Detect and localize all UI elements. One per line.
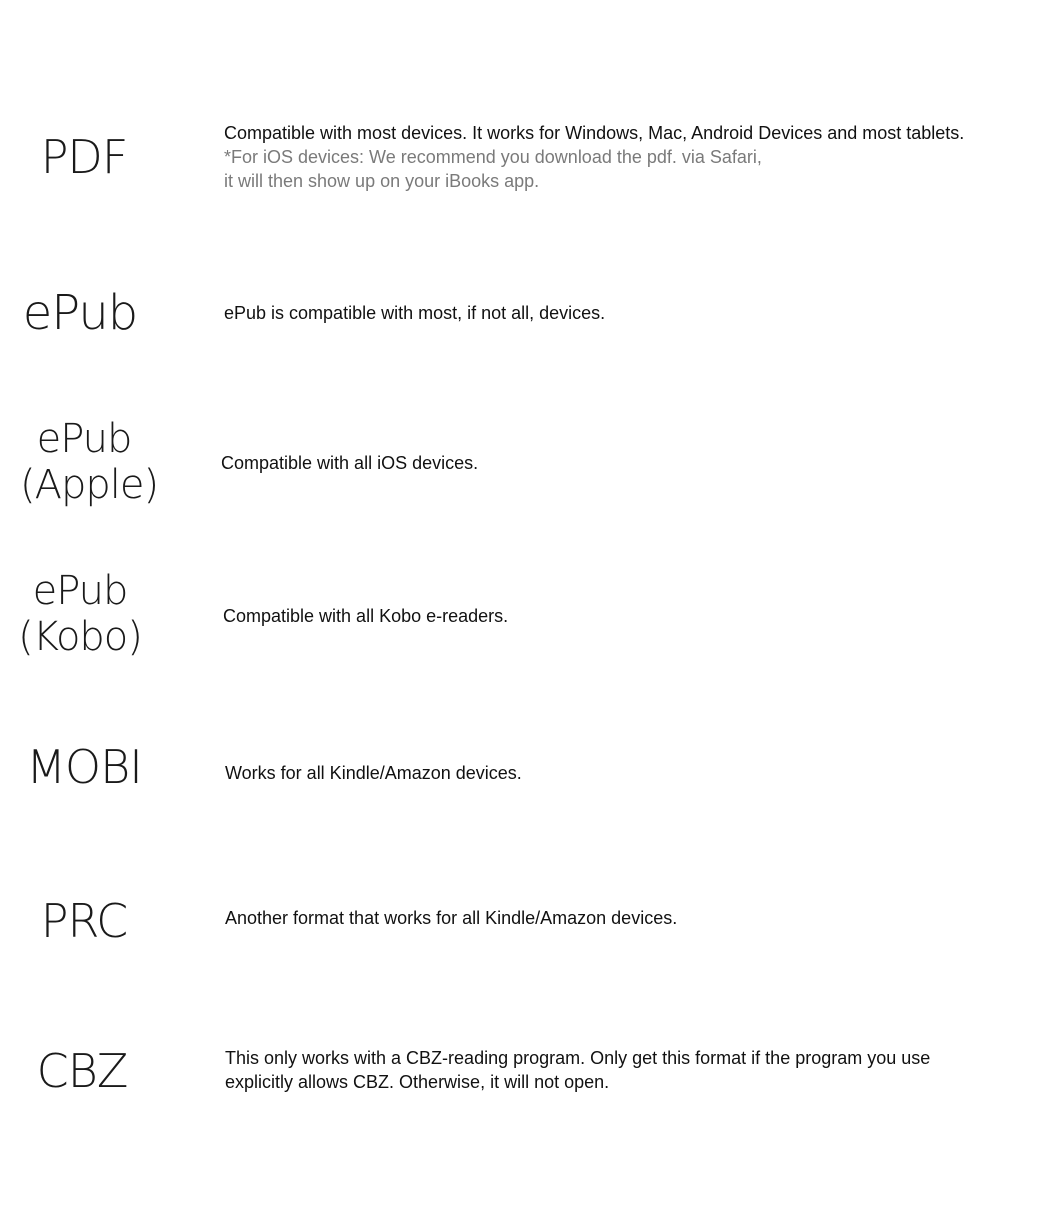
format-name-epub-kobo (18, 568, 142, 660)
format-name-line: MOBI (26, 740, 142, 794)
format-description-epub-kobo (223, 604, 508, 628)
format-name-pdf (24, 132, 144, 182)
format-name-line: PRC (40, 894, 128, 948)
format-name-line: (Apple) (20, 462, 159, 508)
format-name-epub-apple (20, 416, 159, 508)
description-line: Another format that works for all Kindle/Amazon devices. (225, 908, 678, 928)
ios-note-line: it will then show up on your iBooks app. (224, 171, 540, 191)
format-name-cbz (18, 1046, 146, 1096)
format-name-line: (Kobo) (18, 614, 142, 660)
format-name-line: CBZ (36, 1044, 128, 1098)
description-line: explicitly allows CBZ. Otherwise, it will not open. (225, 1072, 610, 1092)
format-name-line: ePub (22, 285, 138, 341)
format-description-cbz (225, 1046, 930, 1094)
description-line: Compatible with most devices. It works for Windows, Mac, Android Devices and most tablets. (224, 123, 965, 143)
format-name-line: PDF (40, 130, 128, 184)
format-description-mobi (225, 761, 522, 785)
format-name-prc (20, 896, 148, 946)
format-description-prc (225, 906, 677, 930)
ios-note-line: *For iOS devices: We recommend you download the pdf. via Safari, (224, 147, 762, 167)
description-line: Compatible with all iOS devices. (221, 453, 479, 473)
description-line: Compatible with all Kobo e-readers. (223, 606, 509, 626)
format-name-mobi (20, 742, 148, 792)
description-line: This only works with a CBZ-reading program. Only get this format if the program you use (225, 1048, 931, 1068)
format-name-line: ePub (32, 568, 128, 614)
format-description-epub (224, 301, 605, 325)
format-name-epub (16, 287, 144, 339)
description-line: ePub is compatible with most, if not all, devices. (224, 303, 606, 323)
format-description-epub-apple (221, 451, 478, 475)
format-name-line: ePub (36, 416, 132, 462)
format-description-pdf (224, 121, 964, 193)
description-line: Works for all Kindle/Amazon devices. (225, 763, 522, 783)
